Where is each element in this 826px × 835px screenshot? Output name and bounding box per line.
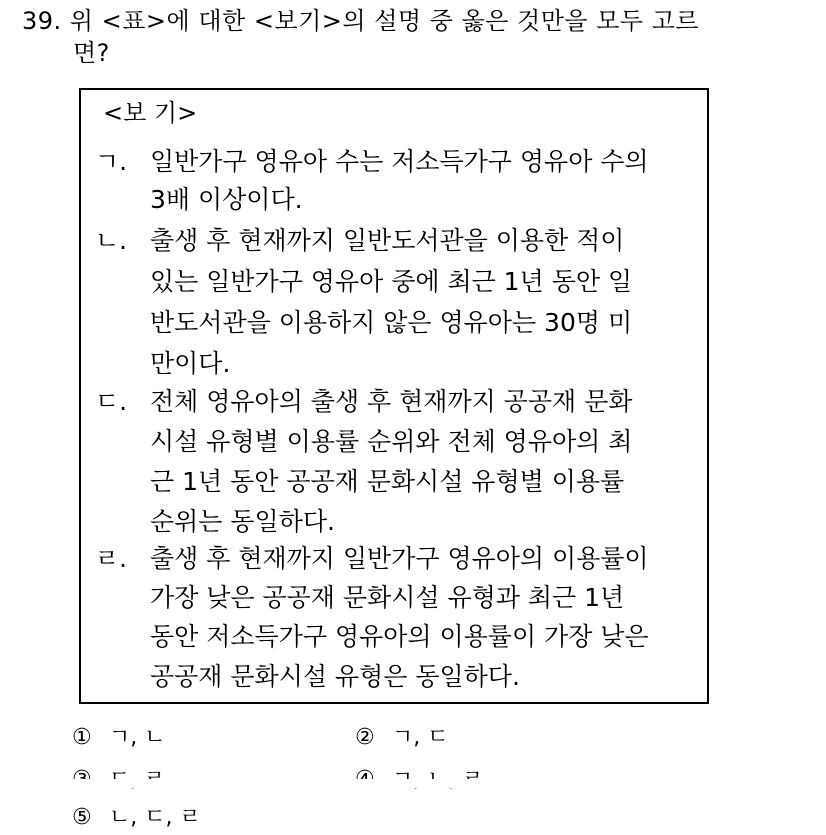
bogi-line: 전체 영유아의 출생 후 현재까지 공공재 문화 [150, 387, 633, 416]
bogi-title: <보 기> [103, 99, 198, 127]
bogi-box [79, 88, 709, 704]
bogi-line: 일반가구 영유아 수는 저소득가구 영유아 수의 [150, 147, 649, 176]
bogi-line: 반도서관을 이용하지 않은 영유아는 30명 미 [150, 308, 633, 337]
bogi-line: 시설 유형별 이용률 순위와 전체 영유아의 최 [150, 427, 633, 456]
answer-option-1[interactable] [72, 724, 166, 752]
answer-option-2[interactable] [355, 724, 449, 752]
option-number: ② [355, 725, 375, 750]
option-text: ㄴ, ㄷ, ㄹ [109, 805, 201, 830]
question-stem-line-2: 면? [73, 39, 110, 67]
bogi-line: 공공재 문화시설 유형은 동일하다. [150, 662, 520, 691]
answer-option-5[interactable] [72, 804, 201, 832]
bogi-line: 근 1년 동안 공공재 문화시설 유형별 이용률 [150, 467, 625, 496]
bogi-line: 만이다. [150, 349, 231, 378]
bogi-line: 동안 저소득가구 영유아의 이용률이 가장 낮은 [150, 622, 649, 651]
scan-cutoff-band [60, 779, 620, 788]
bogi-marker: ㄱ. [95, 147, 128, 176]
option-number: ⑤ [72, 805, 92, 830]
option-number: ① [72, 725, 92, 750]
bogi-marker: ㄴ. [95, 226, 128, 255]
bogi-line: 출생 후 현재까지 일반가구 영유아의 이용률이 [150, 544, 649, 573]
bogi-line: 있는 일반가구 영유아 중에 최근 1년 동안 일 [150, 267, 633, 296]
bogi-line: 가장 낮은 공공재 문화시설 유형과 최근 1년 [150, 583, 625, 612]
bogi-line: 순위는 동일하다. [150, 507, 335, 536]
bogi-marker: ㄹ. [95, 544, 128, 573]
option-text: ㄱ, ㄷ [392, 725, 449, 750]
bogi-line: 3배 이상이다. [150, 185, 303, 214]
question-stem-line-1: 39. 위 <표>에 대한 <보기>의 설명 중 옳은 것만을 모두 고르 [22, 7, 700, 35]
bogi-marker: ㄷ. [95, 387, 128, 416]
bogi-line: 출생 후 현재까지 일반도서관을 이용한 적이 [150, 226, 625, 255]
option-text: ㄱ, ㄴ [109, 725, 166, 750]
